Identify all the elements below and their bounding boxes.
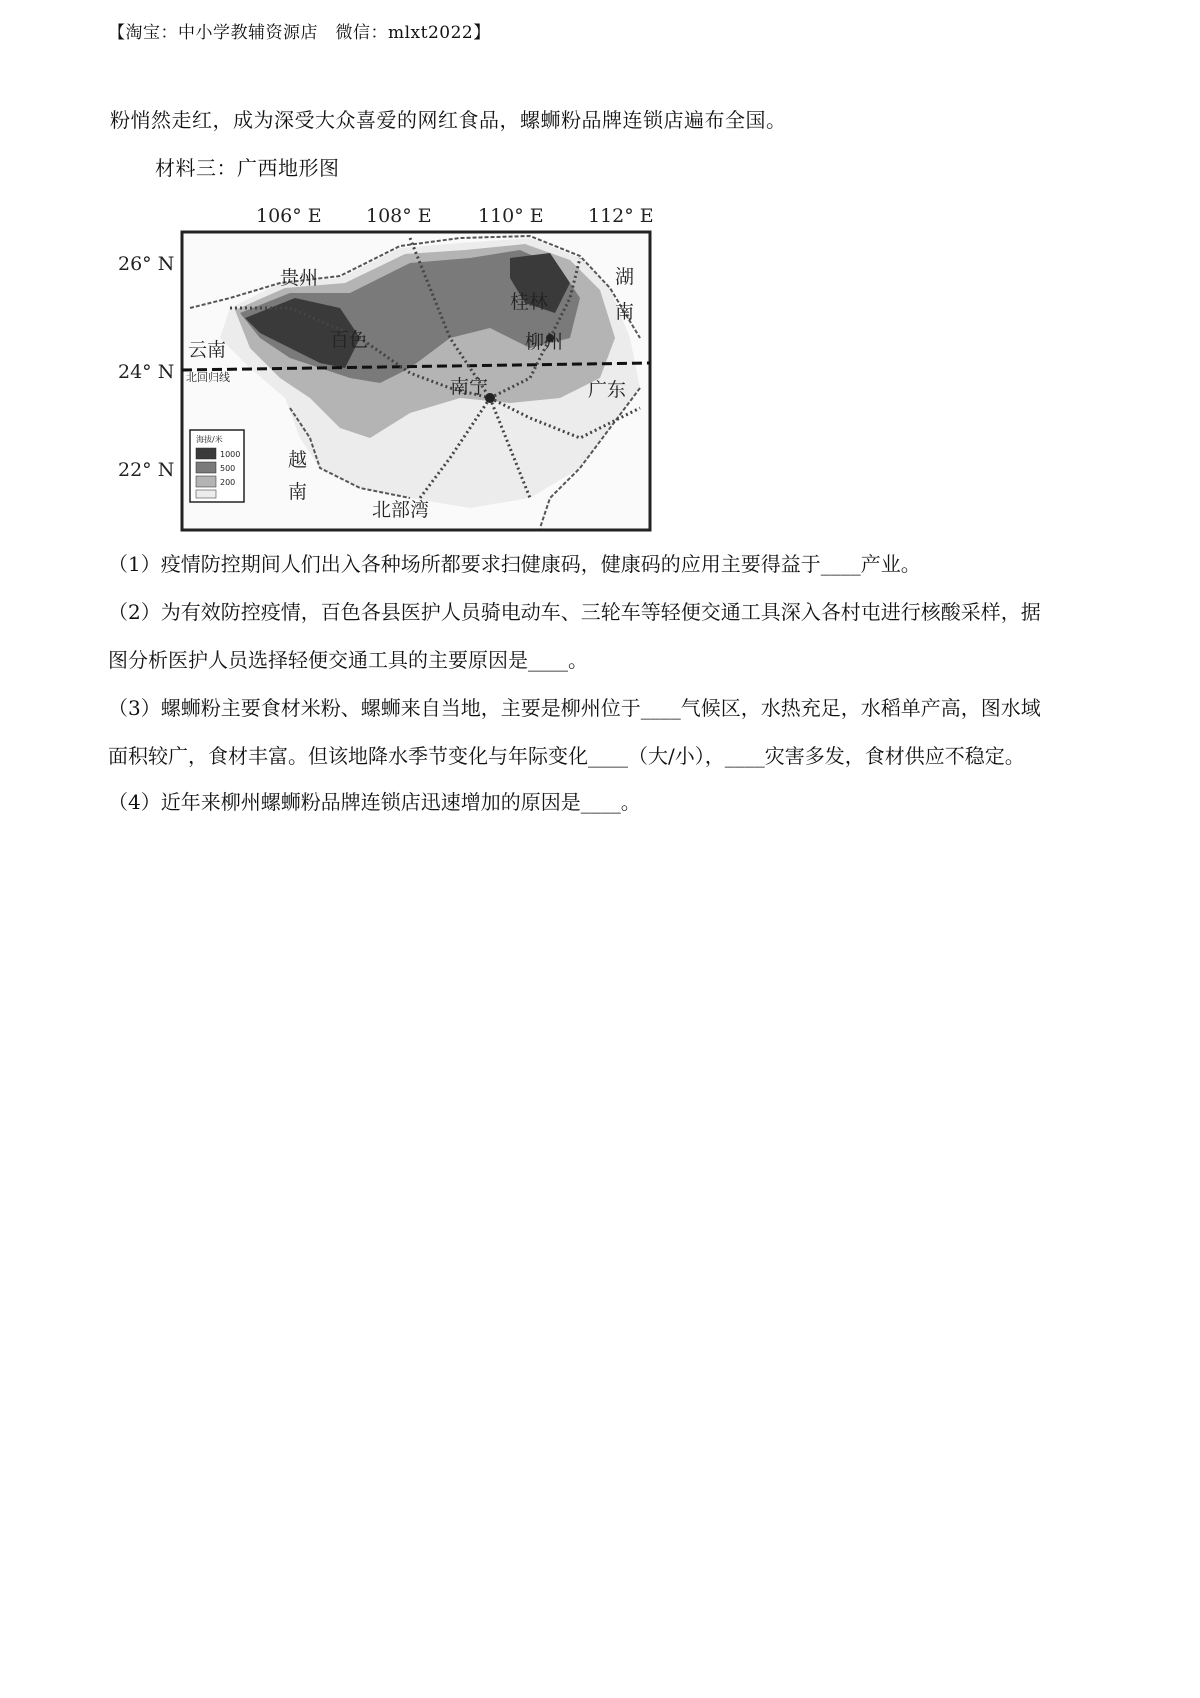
label-nanning: 南宁	[450, 376, 489, 398]
label-beibuwan: 北部湾	[372, 499, 430, 521]
label-vietnam-2: 南	[288, 481, 308, 503]
lon-label-112: 112° E	[588, 205, 654, 227]
label-guizhou: 贵州	[280, 267, 319, 289]
legend-swatch-500	[196, 462, 216, 473]
legend-swatch-plain	[196, 490, 216, 498]
guangxi-terrain-map	[110, 198, 670, 538]
legend-title: 海拔/米	[196, 435, 223, 444]
legend-swatch-1000	[196, 448, 216, 459]
legend-level-1000: 1000	[220, 450, 241, 459]
passage-continuation: 粉悄然走红，成为深受大众喜爱的网红食品，螺蛳粉品牌连锁店遍布全国。	[110, 108, 787, 132]
lon-label-106: 106° E	[256, 205, 322, 227]
question-1: （1）疫情防控期间人们出入各种场所都要求扫健康码，健康码的应用主要得益于____产业。	[108, 552, 921, 576]
elevation-legend	[190, 430, 244, 502]
lat-label-24: 24° N	[118, 361, 175, 383]
label-yunnan: 云南	[188, 339, 227, 361]
label-liuzhou: 柳州	[525, 331, 564, 353]
lon-label-108: 108° E	[366, 205, 432, 227]
legend-swatch-200	[196, 476, 216, 487]
legend-level-500: 500	[220, 464, 236, 473]
question-2-line-2: 图分析医护人员选择轻便交通工具的主要原因是____。	[108, 648, 588, 672]
label-hunan-2: 南	[615, 301, 635, 323]
question-3-line-2: 面积较广，食材丰富。但该地降水季节变化与年际变化____（大/小），____灾害多发，食材供应不稳定。	[108, 744, 1025, 768]
question-4: （4）近年来柳州螺蛳粉品牌连锁店迅速增加的原因是____。	[108, 790, 641, 814]
label-guilin: 桂林	[510, 291, 549, 313]
source-header: 【淘宝：中小学教辅资源店 微信：mlxt2022】	[108, 23, 491, 43]
label-hunan-1: 湖	[615, 266, 635, 288]
material-three-title: 材料三：广西地形图	[155, 156, 340, 180]
lat-label-26: 26° N	[118, 253, 175, 275]
label-baise: 百色	[330, 329, 369, 351]
label-guangdong: 广东	[588, 379, 627, 401]
label-tropic: 北回归线	[186, 371, 230, 384]
lat-label-22: 22° N	[118, 459, 175, 481]
question-2-line-1: （2）为有效防控疫情，百色各县医护人员骑电动车、三轮车等轻便交通工具深入各村屯进行核酸采样，据	[108, 600, 1041, 624]
question-3-line-1: （3）螺蛳粉主要食材米粉、螺蛳来自当地，主要是柳州位于____气候区，水热充足，水稻单产高，图水域	[108, 696, 1041, 720]
label-vietnam-1: 越	[288, 449, 308, 471]
legend-level-200: 200	[220, 478, 236, 487]
lon-label-110: 110° E	[478, 205, 544, 227]
